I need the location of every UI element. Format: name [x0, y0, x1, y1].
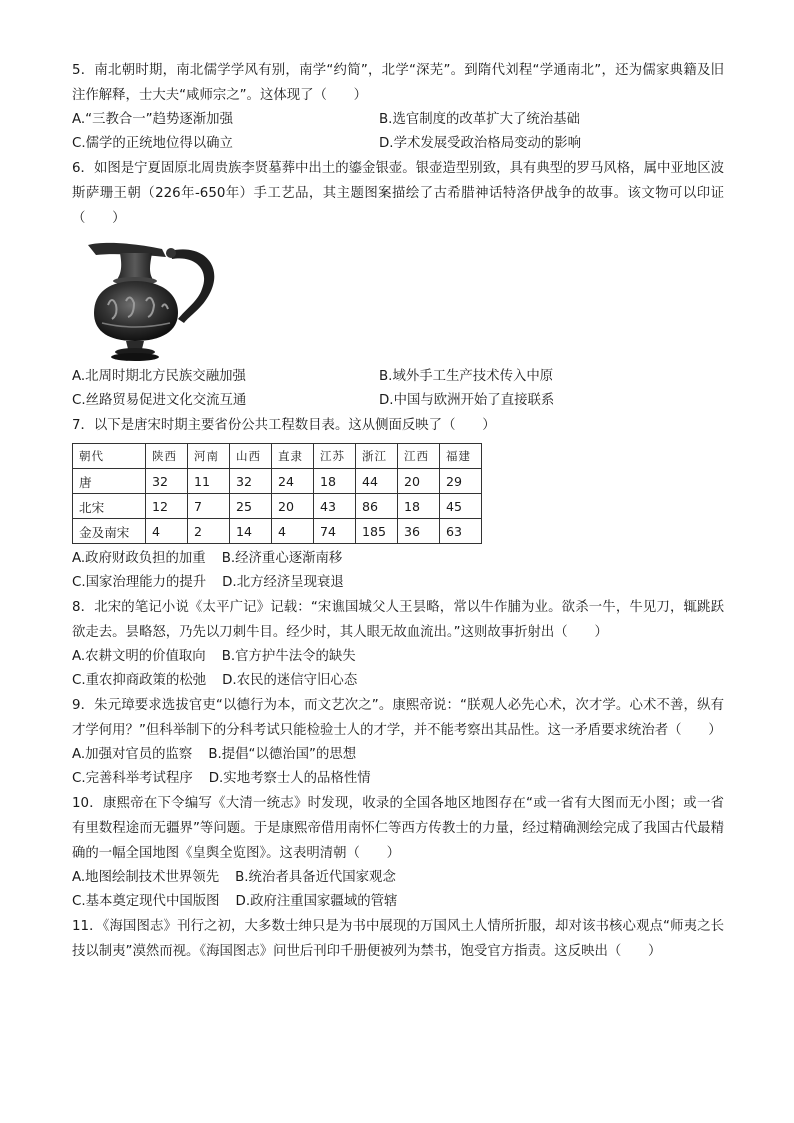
question-stem: 6．如图是宁夏固原北周贵族李贤墓葬中出土的鎏金银壶。银壶造型别致，具有典型的罗马风格，属中亚地区波斯萨珊王朝（226年-650年）手工艺品，其主题图案描绘了古希腊神话特洛伊战争的故事。该文物可以印证（ ）: [72, 161, 724, 226]
option-c[interactable]: C.国家治理能力的提升: [72, 575, 207, 590]
option-b[interactable]: B.经济重心逐渐南移: [221, 551, 343, 566]
table-row: [73, 494, 482, 519]
table-cell: 24: [272, 469, 314, 494]
option-c[interactable]: C.儒学的正统地位得以确立: [72, 136, 233, 151]
question-stem: 11．《海国图志》刊行之初，大多数士绅只是为书中展现的万国风土人情所折服，却对该书核心观点“师夷之长技以制夷”漠然而视。《海国图志》问世后刊印千册便被列为禁书，饱受官方指责。这反映出（ ）: [72, 919, 724, 959]
options-row: [72, 108, 724, 132]
option-a[interactable]: A.农耕文明的价值取向: [72, 649, 206, 664]
options-row: [72, 767, 724, 791]
option-a[interactable]: A.北周时期北方民族交融加强: [72, 369, 246, 384]
question-5: [72, 58, 724, 156]
option-d[interactable]: D.北方经济呈现衰退: [222, 575, 344, 590]
options-row: [72, 645, 724, 669]
table-cell: 36: [398, 519, 440, 544]
option-d[interactable]: D.农民的迷信守旧心态: [222, 673, 358, 688]
question-stem: 9．朱元璋要求选拔官吏“以德行为本，而文艺次之”。康熙帝说：“朕观人必先心术，次才学。心术不善，纵有才学何用？”但科举制下的分科考试只能检验士人的才学，并不能考察出其品性。这一矛盾要求统治者（ ）: [72, 698, 724, 738]
option-c[interactable]: C.丝路贸易促进文化交流互通: [72, 393, 247, 408]
option-c[interactable]: C.重农抑商政策的松弛: [72, 673, 207, 688]
option-a[interactable]: A.地图绘制技术世界领先: [72, 870, 220, 885]
table-cell: 2: [188, 519, 230, 544]
table-cell: 12: [146, 494, 188, 519]
option-b[interactable]: B.选官制度的改革扩大了统治基础: [379, 112, 580, 127]
question-stem: 5．南北朝时期，南北儒学学风有别，南学“约简”，北学“深芜”。到隋代刘程“学通南北”，还为儒家典籍及旧注作解释，士大夫“咸师宗之”。这体现了（ ）: [72, 63, 724, 103]
option-b[interactable]: B.统治者具备近代国家观念: [235, 870, 396, 885]
question-11: [72, 914, 724, 964]
table-cell: 32: [230, 469, 272, 494]
options-row: [72, 389, 724, 413]
table-cell: 4: [272, 519, 314, 544]
table-cell: 44: [356, 469, 398, 494]
table-cell: 63: [440, 519, 482, 544]
table-cell: 25: [230, 494, 272, 519]
option-a[interactable]: A.政府财政负担的加重: [72, 551, 206, 566]
table-header-cell: 朝代: [73, 444, 146, 469]
table-cell: 29: [440, 469, 482, 494]
option-a[interactable]: A.加强对官员的监察: [72, 747, 193, 762]
question-7: [72, 413, 724, 595]
question-stem: 7．以下是唐宋时期主要省份公共工程数目表。这从侧面反映了（ ）: [72, 418, 496, 433]
table-cell: 18: [314, 469, 356, 494]
table-header-cell: 浙江: [356, 444, 398, 469]
question-9: [72, 693, 724, 791]
options-row: [72, 866, 724, 890]
table-cell: 32: [146, 469, 188, 494]
table-header-cell: 江西: [398, 444, 440, 469]
question-stem: 8．北宋的笔记小说《太平广记》记载：“宋谯国城父人王昙略，常以牛作脯为业。欲杀一牛，牛见刀，辄跳跃欲走去。昙略怒，乃先以刀刺牛目。经少时，其人眼无故血流出。”这则故事折射出（ ）: [72, 600, 724, 640]
table-cell: 北宋: [73, 494, 146, 519]
table-cell: 43: [314, 494, 356, 519]
question-10: [72, 791, 724, 914]
table-cell: 20: [272, 494, 314, 519]
options-row: [72, 547, 724, 571]
gilded-silver-ewer-icon: [74, 235, 220, 363]
table-cell: 185: [356, 519, 398, 544]
options-row: [72, 571, 724, 595]
option-b[interactable]: B.域外手工生产技术传入中原: [379, 369, 554, 384]
options-row: [72, 669, 724, 693]
option-c[interactable]: C.完善科举考试程序: [72, 771, 193, 786]
table-cell: 18: [398, 494, 440, 519]
option-b[interactable]: B.提倡“以德治国”的思想: [208, 747, 357, 762]
question-6: [72, 156, 724, 413]
question-stem: 10．康熙帝在下令编写《大清一统志》时发现，收录的全国各地区地图存在“或一省有大图而无小图；或一省有里数程途而无疆界”等问题。于是康熙帝借用南怀仁等西方传教士的力量，经过精确测绘完成了我国古代最精确的一幅全国地图《皇舆全览图》。这表明清朝（ ）: [72, 796, 724, 861]
table-cell: 86: [356, 494, 398, 519]
table-header-row: [73, 444, 482, 469]
option-d[interactable]: D.中国与欧洲开始了直接联系: [379, 393, 555, 408]
option-d[interactable]: D.学术发展受政治格局变动的影响: [379, 136, 582, 151]
table-cell: 7: [188, 494, 230, 519]
table-cell: 45: [440, 494, 482, 519]
public-works-table: [72, 443, 482, 544]
option-a[interactable]: A.“三教合一”趋势逐渐加强: [72, 112, 233, 127]
option-d[interactable]: D.政府注重国家疆域的管辖: [235, 894, 398, 909]
exam-page: [72, 58, 724, 964]
table-cell: 14: [230, 519, 272, 544]
table-header-cell: 山西: [230, 444, 272, 469]
table-header-cell: 河南: [188, 444, 230, 469]
table-header-cell: 福建: [440, 444, 482, 469]
options-row: [72, 365, 724, 389]
option-b[interactable]: B.官方护牛法令的缺失: [221, 649, 356, 664]
option-d[interactable]: D.实地考察士人的品格性情: [208, 771, 371, 786]
table-cell: 74: [314, 519, 356, 544]
options-row: [72, 743, 724, 767]
table-cell: 20: [398, 469, 440, 494]
options-row: [72, 132, 724, 156]
table-cell: 唐: [73, 469, 146, 494]
table-cell: 11: [188, 469, 230, 494]
ewer-image: [74, 235, 220, 363]
table-header-cell: 陕西: [146, 444, 188, 469]
table-header-cell: 直隶: [272, 444, 314, 469]
options-row: [72, 890, 724, 914]
table-cell: 4: [146, 519, 188, 544]
table-header-cell: 江苏: [314, 444, 356, 469]
table-row: [73, 469, 482, 494]
option-c[interactable]: C.基本奠定现代中国版图: [72, 894, 220, 909]
question-8: [72, 595, 724, 693]
table-row: [73, 519, 482, 544]
table-cell: 金及南宋: [73, 519, 146, 544]
